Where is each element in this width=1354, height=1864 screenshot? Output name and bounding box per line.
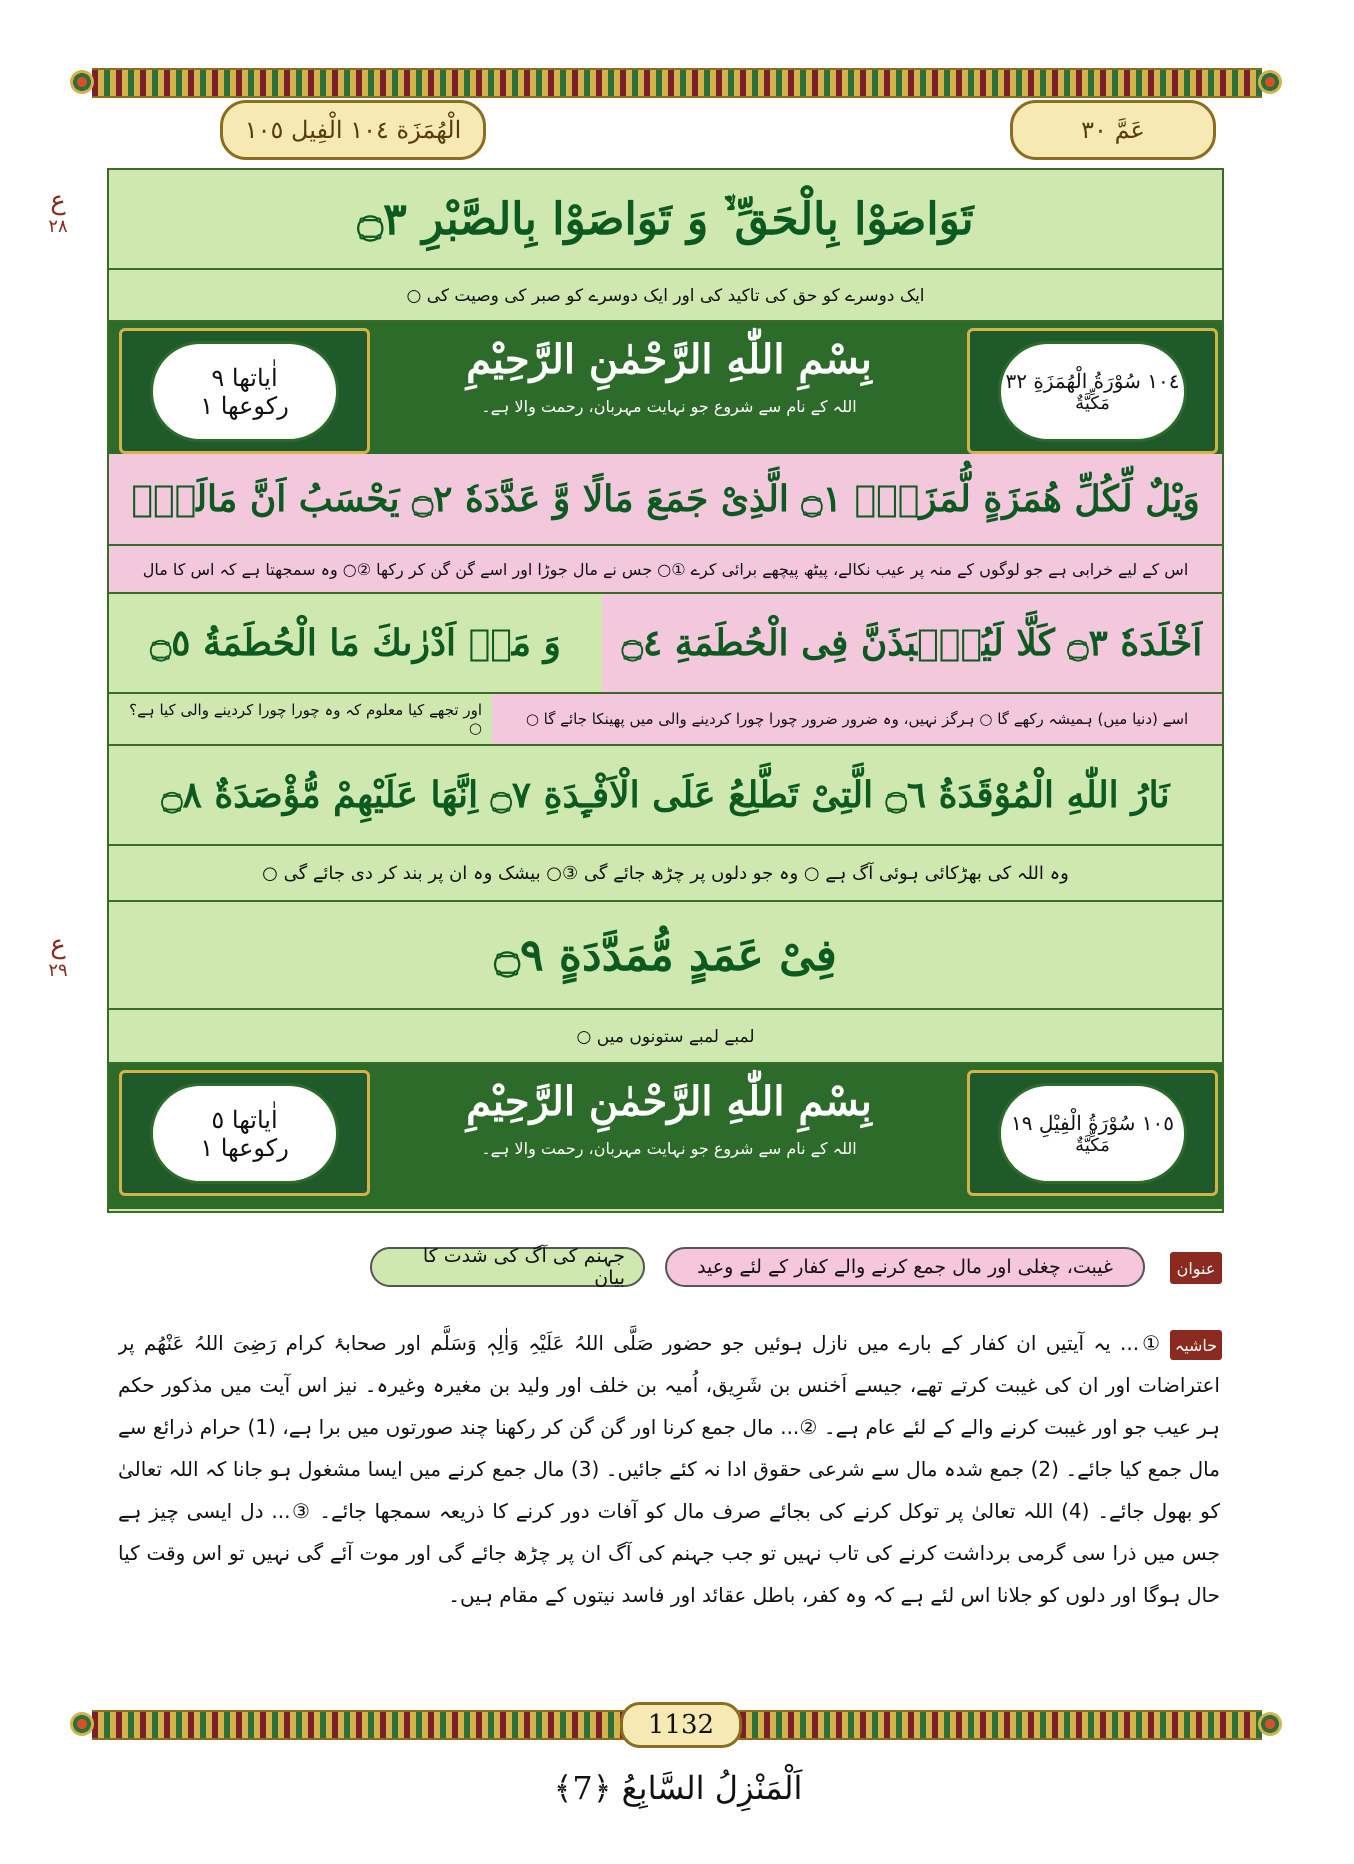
bismillah-1-translation: اللہ کے نام سے شروع جو نہایت مہربان، رحمت والا ہے۔ xyxy=(481,397,857,416)
translation-row-3 xyxy=(109,694,1222,746)
header-surah-names xyxy=(220,100,486,160)
surah-1-ayat: اٰیاتھا ٩ xyxy=(211,363,278,392)
translation-row-3-pink xyxy=(492,694,1222,744)
surah-1-name: ١٠٤ سُوْرَةُ الْهُمَزَةِ ٣٢ xyxy=(1005,369,1180,393)
footnote-text xyxy=(118,1322,1220,1672)
verse-row-2-arabic: وَیْلٌ لِّكُلِّ هُمَزَةٍ لُّمَزَةِۣ ۝١ الَّذِیْ جَمَعَ مَالًا وَّ عَدَّدَهٗ ۝٢ یَحْسَبُ اَنَّ مَالَهٗۤ xyxy=(131,478,1200,520)
verse-row-3-pink xyxy=(602,594,1222,692)
surah-2-ruku: رکوعھا ١ xyxy=(200,1133,289,1162)
verse-row-4 xyxy=(109,746,1222,846)
ayat-count-panel xyxy=(119,328,370,454)
header-juz-text: عَمَّ ٣٠ xyxy=(1081,116,1145,144)
surah-2-name: ١٠٥ سُوْرَةُ الْفِیْلِ ١٩ xyxy=(1011,1111,1174,1135)
surah-2-name-cartouche xyxy=(998,1083,1187,1184)
surah-1-type: مَكِّيَّةٌ xyxy=(1075,393,1110,414)
topic-pill-1 xyxy=(665,1247,1145,1287)
manzil-label xyxy=(520,1758,836,1818)
verse-row-1-arabic: تَوَاصَوْا بِالْحَقِّ ۙ۬ وَ تَوَاصَوْا بِالصَّبْرِ ۝٣ xyxy=(357,193,974,245)
translation-row-3-text-a: اسے (دنیا میں) ہمیشہ رکھے گا ○ ہرگز نہیں، وہ ضرور ضرور چورا چورا کردینے والی میں پھینکا جائے گا ○ xyxy=(525,710,1189,728)
ornament-end-left xyxy=(70,70,94,94)
bottom-ornament-end-right xyxy=(1258,1712,1282,1736)
bismillah-2-arabic: بِسْمِ اللّٰهِ الرَّحْمٰنِ الرَّحِیْمِ xyxy=(466,1078,872,1125)
surah-name-cartouche xyxy=(998,341,1187,442)
topic-tag xyxy=(1170,1252,1222,1284)
translation-row-1-text: ایک دوسرے کو حق کی تاکید کی اور ایک دوسرے کو صبر کی وصیت کی ○ xyxy=(406,285,925,306)
ruku-marker-1-letter: ع xyxy=(50,186,66,216)
ruku-marker-1 xyxy=(30,186,86,237)
manzil-text: اَلْمَنْزِلُ السَّابِعُ ﴿7﴾ xyxy=(553,1769,803,1807)
surah-humazah-header xyxy=(109,322,1222,456)
header-surahs-text: الْهُمَزَة ١٠٤ الْفِيل ١٠٥ xyxy=(244,116,462,144)
translation-row-1 xyxy=(109,270,1222,322)
verse-row-4-arabic: نَارُ اللّٰهِ الْمُوْقَدَةُ ۝٦ الَّتِیْ تَطَّلِعُ عَلَى الْاَفْـِٕدَةِ ۝٧ اِنَّهَا عَلَیْهِمْ مُّؤْصَدَةٌ ۝٨ xyxy=(161,774,1170,816)
surah-name-panel xyxy=(967,328,1218,454)
page-number xyxy=(620,1702,742,1748)
surah-2-name-panel xyxy=(967,1070,1218,1196)
ruku-marker-2-letter: ع xyxy=(50,930,66,960)
bismillah-2-translation: اللہ کے نام سے شروع جو نہایت مہربان، رحمت والا ہے۔ xyxy=(481,1139,857,1158)
ayat-count-cartouche-2 xyxy=(150,1083,339,1184)
bismillah-2 xyxy=(409,1078,929,1158)
surah-fil-header xyxy=(109,1064,1222,1209)
surah-1-ruku: رکوعھا ١ xyxy=(200,391,289,420)
topic-pill-2-text: جہنم کی آگ کی شدت کا بیان xyxy=(422,1245,625,1289)
translation-row-2-text: اس کے لیے خرابی ہے جو لوگوں کے منہ پر عیب نکالے، پیٹھ پیچھے برائی کرے ①○ جس نے مال جوڑا اور اسے گن گن کر رکھا ②○ وہ سمجھتا ہے کہ اس کا مال xyxy=(142,559,1189,579)
bismillah-1 xyxy=(409,336,929,416)
topic-tag-label: عنوان xyxy=(1176,1258,1216,1278)
verse-row-5 xyxy=(109,902,1222,1010)
verse-row-3-arabic-a: اَخْلَدَهٗ ۝٣ كَلَّا لَیُنْۢبَذَنَّ فِی الْحُطَمَةِ ۝٤ xyxy=(621,622,1203,664)
ayat-count-panel-2 xyxy=(119,1070,370,1196)
translation-row-5-text: لمبے لمبے ستونوں میں ○ xyxy=(576,1026,755,1047)
footnote-body: ①... یہ آیتیں ان کفار کے بارے میں نازل ہوئیں جو حضور صَلَّی اللہُ عَلَیْہِ وَاٰلِہٖ وَسَلَّم اور صحابۂ کرام رَضِیَ اللہُ عَنْھُم پر اعتراضات اور ان کی غیبت کرتے تھے، جیسے اَخنس بن شَرِیق، اُمیہ بن خلف اور ولید بن مغیرہ وغیرہ۔ نیز اس آیت میں مذکور حکم ہر عیب جو اور غیبت کرنے والے کے لئے عام ہے۔ ②... مال جمع کرنا اور گن گن کر رکھنا چند صورتوں میں برا ہے، (1) حرام ذرائع سے مال جمع کیا جائے۔ (2) جمع شدہ مال سے شرعی حقوق ادا نہ کئے جائیں۔ (3) مال جمع کرنے میں ایسا مشغول ہو جانا کہ اللہ تعالیٰ کو بھول جائے۔ (4) اللہ تعالیٰ پر توکل کرنے کی بجائے صرف مال کو آفات دور کرنے کا ذریعہ سمجھا جائے۔ ③... دل ایسی چیز ہے جس میں ذرا سی گرمی برداشت کرنے کی تاب نہیں تو جب جہنم کی آگ ان پر چڑھ جائے گی اور موت آئے گی نہیں تو اس وقت کیا حال ہوگا اور دلوں کو جلانا اس لئے ہے کہ وہ کفر، باطل عقائد اور فاسد نیتوں کے مقام ہیں۔ xyxy=(118,1331,1220,1607)
verse-row-5-arabic: فِیْ عَمَدٍ مُّمَدَّدَةٍ ۝٩ xyxy=(494,929,837,981)
translation-row-4-text: وہ اللہ کی بھڑکائی ہوئی آگ ہے ○ وہ جو دلوں پر چڑھ جائے گی ③○ بیشک وہ ان پر بند کر دی جائے گی ○ xyxy=(262,862,1069,884)
bismillah-1-arabic: بِسْمِ اللّٰهِ الرَّحْمٰنِ الرَّحِیْمِ xyxy=(466,336,872,383)
ayat-count-cartouche xyxy=(150,341,339,442)
ruku-marker-1-number: ٢٨ xyxy=(48,216,68,237)
translation-row-5 xyxy=(109,1010,1222,1064)
top-ornament-band xyxy=(92,68,1262,98)
ruku-marker-2-number: ٢٩ xyxy=(48,960,68,981)
translation-row-2 xyxy=(109,546,1222,594)
surah-2-ayat: اٰیاتھا ٥ xyxy=(211,1105,278,1134)
surah-2-type: مَكِّيَّةٌ xyxy=(1075,1135,1110,1156)
quran-text-frame xyxy=(107,168,1224,1213)
verse-row-2 xyxy=(109,454,1222,546)
translation-row-3-green xyxy=(109,694,492,744)
verse-row-1 xyxy=(109,170,1222,270)
topic-pill-1-text: غیبت، چغلی اور مال جمع کرنے والے کفار کے لئے وعید xyxy=(697,1256,1113,1278)
header-juz xyxy=(1010,100,1216,160)
translation-row-4 xyxy=(109,846,1222,902)
footnote-tag-label: حاشیہ xyxy=(1174,1335,1218,1355)
ornament-end-right xyxy=(1258,70,1282,94)
ruku-marker-2 xyxy=(30,930,86,981)
page-number-text: 1132 xyxy=(647,1710,715,1740)
translation-row-3-text-b: اور تجھے کیا معلوم کہ وہ چورا چورا کردینے والی کیا ہے؟ ○ xyxy=(129,701,482,737)
verse-row-3 xyxy=(109,594,1222,694)
verse-row-3-arabic-b: وَ مَاۤ اَدْرٰىكَ مَا الْحُطَمَةُ ۝٥ xyxy=(150,622,561,664)
verse-row-3-green xyxy=(109,594,602,692)
topic-pill-2 xyxy=(370,1247,645,1287)
bottom-ornament-end-left xyxy=(70,1712,94,1736)
